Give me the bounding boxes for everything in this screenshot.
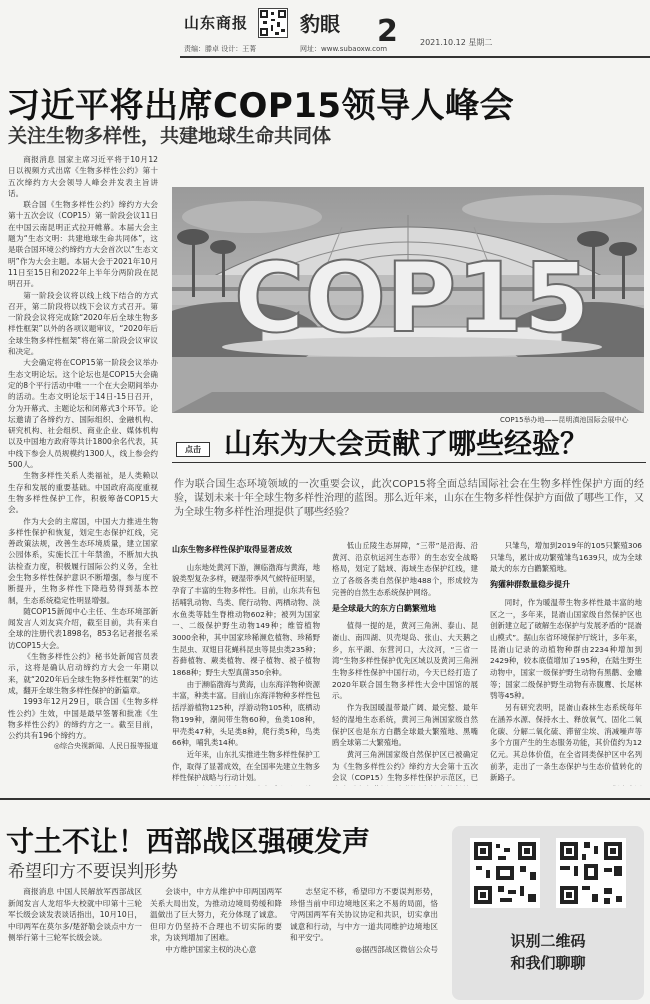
bottom-rule [0,798,650,800]
column-credit [490,784,642,786]
venue-illustration [172,187,644,413]
article-column-2 [332,540,478,786]
cop15-venue-photo [172,187,644,413]
column-paragraph: 另有研究表明，昆嵛山森林生态系统每年在涵养水源、保持水土、释放氧气、固化二氧化碳、分解二氧化硫、滞留尘埃、消减噪声等多个方面产生的生态服务功能，其价值约为12亿元。其总体价值，在全省同类保护区中名列前茅，走出了一条生态保护与生态价值转化的新路子。 [490,703,642,783]
article-paragraph: 大会确定将在COP15第一阶段会议举办生态文明论坛。这个论坛也是COP15大会确定的8个平行活动中唯一一个在大会期间举办的活动。生态文明论坛于14日-15日召开，分为开幕式、主题论坛和闭幕式3个环节。论坛邀请了各缔约方、国际组织、金融机构、研究机构、社会组织、商业企业、媒体机构以及中国地方政府等共计1800余名代表，其中线下参会人员规模约1300人，线上参会约500人。 [8,358,158,470]
main-subheadline: 关注生物多样性，共建地球生命共同体 [8,125,332,147]
masthead-rule [180,56,650,58]
column-heading: 狗獾种群数量稳步提升 [490,580,570,590]
column-paragraph [172,784,320,786]
masthead [0,0,650,66]
article-paragraph: 《生物多样性公约》秘书处新闻官员表示，这将是确认启动缔约方大会一年期以来，就“2020年后全球生物多样性框架”的达成，翻开全球生物多样性保护的新篇章。 [8,652,158,695]
bottom-credit: ◎据西部战区微信公众号 [355,944,438,954]
photo-caption: COP15举办地——昆明滇池国际会展中心 [500,416,629,424]
article-paragraph: 随COP15新闻中心主任、生态环境部新闻发言人刘友宾介绍，截至目前，共有来自全球的注册代表1898名，853名记者报名采访COP15大会。 [8,606,158,650]
bottom-subheadline: 希望印方不要误判形势 [8,862,178,882]
column-heading: 山东生物多样性保护取得显著成效 [172,545,292,554]
article-paragraph: 1993年12月29日，联合国《生物多样性公约》生效，中国是最早签署和批准《生物多样性公约》的缔约方之一。截至目前，公约共有196个缔约方。 [8,697,158,741]
article-paragraph: 商报消息 国家主席习近平将于10月12日以视频方式出席《生物多样性公约》第十五次缔约方大会领导人峰会并发表主旨讲话。 [8,155,158,198]
masthead-qr-icon [258,8,288,38]
qr-code-icon [470,838,540,908]
article-column-3 [490,540,642,786]
qr-prompt-line-2: 和我们聊聊 [510,954,586,972]
website-address[interactable]: 网址：www.subaoxw.com [300,45,388,53]
article-paragraph: 生物多样性关系人类福祉，是人类赖以生存和发展的重要基础。中国政府高度重视生物多样性保护工作，积极筹备COP15大会。 [8,471,158,515]
page-number: 2 [377,14,398,49]
cop15-sign-text: COP15 [233,242,591,354]
column-heading: 是全球最大的东方白鹳繁殖地 [332,603,436,613]
main-article-body [8,154,158,786]
bottom-paragraph: 中方维护国家主权的决心意 [165,944,257,954]
column-paragraph: 山东地处黄河下游，濒临渤海与黄海，地貌类型复杂多样，硬湿带季风气候特征明显，孕育了丰富的生物多样性。目前，山东共有包括哺乳动物、鸟类、爬行动物、两栖动物、淡水鱼类等陆生脊椎动物602种；被列为国家一、二级保护野生动物149种；维管植物3000余种，其中国家珍稀濒危植物、珍稀野生昆虫、双翅目花蝇科昆虫等昆虫类235种；苔藓植物、蕨类植物、裸子植物、被子植物1868种；野生大型真菌350余种。 [172,562,320,678]
qr-code-icon [556,838,626,908]
column-paragraph: 值得一提的是，黄河三角洲、泰山、昆嵛山、南四湖、贝壳堤岛、张山、大天鹅之乡，东平湖、东营河口，大汶河，“三省一湾”生物多样性保护优先区域以及黄河三角洲生物多样性保护中国行动，今天已经打造了2020年联合国生物多样性大会中国馆的展示。 [332,621,478,701]
bottom-headline: 寸土不让！西部战区强硬发声 [6,825,371,858]
bottom-column-1 [8,886,142,1002]
bottom-column-3 [290,886,438,1002]
editor-credits: 责编：滕卓 设计：王菁 [184,45,257,53]
section-title: 山东为大会贡献了哪些经验？ [224,427,589,460]
article-credit: ◎综合央视新闻、人民日报等报道 [53,742,158,751]
column-credit-text [612,785,642,786]
column-paragraph: 近年来，山东扎实推进生物多样性保护工作，取得了显著成效，在全国率先建立生物多样性保护战略与行动计划。 [172,749,320,783]
article-paragraph: 联合国《生物多样性公约》缔约方大会第十五次会议（COP15）第一阶段会议11日在中国云南昆明正式拉开帷幕。本届大会主题为“生态文明：共建地球生命共同体”，这是联合国环境公约缔约方大会首次以“生态文明”作为大会主题。本届大会于2021年10月11日至15日和2022年上半年分两阶段在昆明召开。 [8,200,158,289]
bottom-column-2 [150,886,282,1002]
section-rule [172,462,646,463]
issue-date: 2021.10.12 星期二 [420,38,493,47]
bottom-paragraph: 商报消息 中国人民解放军西部战区新闻发言人龙绍华大校就中印第十三轮军长级会谈发表谈话指出，10月10日，中印两军在莫尔多/楚舒勒会谈点中方一侧举行第十三轮军长级会谈。 [8,887,142,943]
article-paragraph: 作为大会的主席国，中国大力推进生物多样性保护和恢复，划定生态保护红线，完善政策法规，改善生态环境质量，建立国家公园体系，实施长江十年禁渔，不断加大执法检查力度，积极履行国际公约义务，全社会生物多样性保护意识不断增强，参与度不断提升，生物多样性下降趋势得到基本控制，生态系统稳定性明显增强。 [8,516,158,605]
article-credit-text: 综合央视新闻、人民日报等报道 [60,742,158,751]
qr-code-1[interactable] [470,838,540,908]
newspaper-brand: 山东商报 [184,14,249,32]
column-paragraph: 作为我国暖温带最广阔、最完整、最年轻的湿地生态系统，黄河三角洲国家级自然保护区也是东方白鹳全球最大繁殖地、黑嘴鸥全球第二大繁殖地。 [332,703,478,748]
qr-prompt-line-1: 识别二维码 [510,932,586,950]
column-paragraph: 只雏鸟，增加到2019年的105只繁殖306只雏鸟，累计成功繁殖雏鸟1639只，成为全球最大的东方白鹳繁殖地。 [490,541,642,574]
column-paragraph: 低山丘陵生态屏障，“三带”是沿海、沿黄河、沿京杭运河生态带）的生态安全战略格局，划定了陆域、海域生态保护红线，建立了各级各类自然保护地488个，形成较为完善的自然生态系统保护网络。 [332,541,478,597]
column-paragraph: 由于濒临渤海与黄海，山东海洋物种资源丰富，种类丰富。目前山东海洋物种多样性包括浮游植物125种，浮游动物105种，底栖动物199种，潮间带生物60种，鱼类108种，甲壳类47种，头足类8种，爬行类5种，鸟类66种，哺乳类14种。 [172,679,320,748]
main-headline: 习近平将出席COP15领导人峰会 [6,86,515,126]
article-column-1 [172,540,320,786]
article-paragraph: 第一阶段会议将以线上线下结合的方式召开，第二阶段将以线下会议方式召开。第一阶段会议将完成除“2020年后全球生物多样性框架”以外的各项议题审议，“2020年后全球生物多样性框架”将在第二阶段会议审议和决定。 [8,290,158,357]
bottom-paragraph: 志坚定不移，希望印方不要误判形势，珍惜当前中印边境地区来之不易的局面，恪守两国两军有关协议协定和共识，切实拿出诚意和行动，与中方一道共同维护边境地区和平安宁。 [290,887,438,943]
qr-code-2[interactable] [556,838,626,908]
bottom-paragraph: 会谈中，中方从维护中印两国两军关系大局出发，为推动边境局势缓和降温做出了巨大努力，充分体现了诚意。但印方仍坚持不合理也不切实际的要求，为谈判增加了困难。 [150,887,282,943]
column-paragraph: 同时，作为暖温带生物多样性最丰富的地区之一，多年来，昆嵛山国家级自然保护区也创新建立起了破解生态保护与发展矛盾的“昆嵛山模式”。据山东省环境保护厅统计，多年来，昆嵛山记录的动植物种群由2234种增加到2429种，较本底值增加了195种，在陆生野生动物中，国家一级保护野生动物有黑鹳、金雕等；国家二级保护野生动物有赤腹鹰、长尾林鸮等45种。 [490,597,642,701]
section-intro: 作为联合国生态环境领域的一次重要会议，此次COP15将全面总结国际社会在生物多样性保护方面的经验，谋划未来十年全球生物多样性治理的蓝图。那么近年来，山东在生物多样性保护方面做了哪些工作，又为全球生物多样性治理提供了哪些经验？ [174,479,644,518]
qr-panel [452,826,644,1000]
column-name: 豹眼 [300,12,340,36]
bottom-credit-text: 据西部战区微信公众号 [362,944,438,954]
column-paragraph: 黄河三角洲国家级自然保护区已被确定为《生物多样性公约》缔约方大会第十五次会议（COP15）生物多样性保护示范区，已 [332,749,478,783]
section-tag: 点击 [176,442,210,457]
